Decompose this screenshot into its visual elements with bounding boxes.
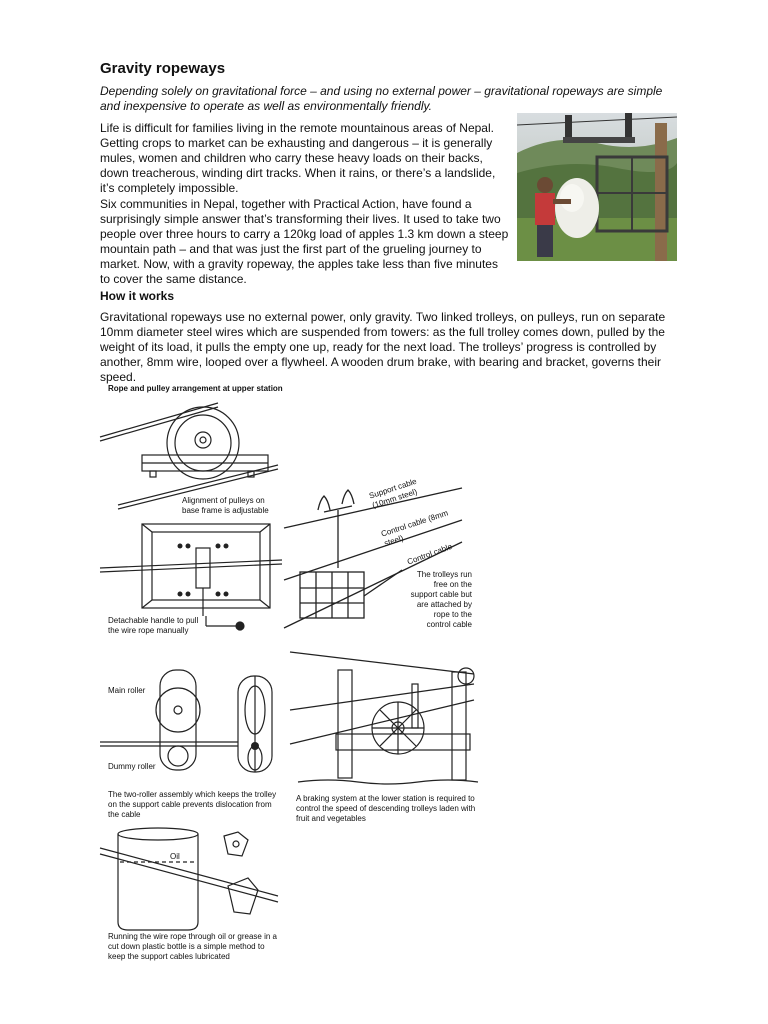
dummy-roller-label: Dummy roller <box>108 762 156 771</box>
braking-caption: A braking system at the lower station is required to control the speed of descending trolleys laden with fruit and vegetables <box>296 794 476 823</box>
body-paragraph-2: Six communities in Nepal, together with Practical Action, have found a surprisingly simple answer that’s transforming their lives. It used to take two people over three hours to carry a 120kg load of apples 1.3 km down a steep mountain path – and that was just the first part of the grueling journey to market. Now, with a gravity ropeway, the apples take less than five minutes to cover the same distance. <box>100 197 509 286</box>
intro-paragraph: Depending solely on gravitational force – and using no external power – gravitational ropeways are simple and inexpensive to operate as well as environmentally friendly. <box>100 84 663 113</box>
trolleys-caption: The trolleys run free on the support cable but are attached by rope to the control cable <box>410 570 472 629</box>
support-cable-label: Support cable (10mm steel) <box>368 476 419 511</box>
bottle-label: Oil <box>170 852 180 861</box>
ropeway-photo <box>517 113 677 261</box>
roller-caption: The two-roller assembly which keeps the trolley on the support cable prevents dislocation from the cable <box>108 790 277 819</box>
body-paragraph-1: Life is difficult for families living in the remote mountainous areas of Nepal. Getting crops to market can be exhausting and dangerous – it is generally mules, women and children who carry these heavy loads on their backs, down treacherous, winding dirt tracks. When it rains, or there’s a landslide, it’s completely impossible. <box>100 121 496 195</box>
control-cable-steel-label: Control cable (8mm steel) <box>380 508 450 549</box>
how-it-works-paragraph: Gravitational ropeways use no external power, only gravity. Two linked trolleys, on pulleys, run on separate 10mm diameter steel wires which are suspended from towers: as the full trolley comes down, pulled by the weight of its load, it pulls the empty one up, ready for the next load. The trolleys’ progress is controlled by another, 8mm wire, looped over a flywheel. A wooden drum brake, with bearing and bracket, governs their speed. <box>100 310 666 384</box>
main-roller-label: Main roller <box>108 686 146 695</box>
handle-icon <box>196 612 256 636</box>
page-title: Gravity ropeways <box>100 60 226 77</box>
braking-system-diagram <box>288 648 484 788</box>
handle-caption: Detachable handle to pull the wire rope manually <box>108 616 199 635</box>
base-frame-diagram <box>98 518 283 618</box>
control-cable-label: Control cable <box>406 541 454 567</box>
lubrication-caption: Running the wire rope through oil or grease in a cut down plastic bottle is a simple method to keep the support cables lubricated <box>108 932 277 961</box>
alignment-caption: Alignment of pulleys on base frame is adjustable <box>182 496 269 515</box>
figure-heading: Rope and pulley arrangement at upper station <box>108 384 283 393</box>
section-heading: How it works <box>100 289 175 303</box>
lubrication-bottle-diagram <box>98 826 288 936</box>
